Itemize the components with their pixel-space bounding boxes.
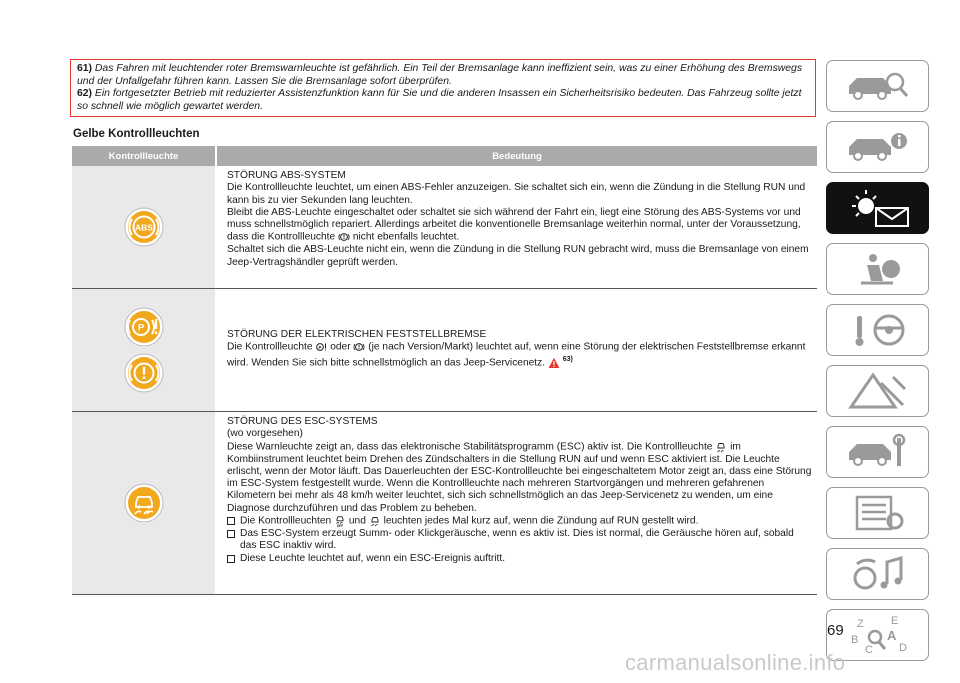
abs-p2: Bleibt die ABS-Leuchte eingeschaltet oder schaltet sie sich während der Fahrt ein, liegt eine Störung des ABS-Systems vor und muss schnellstmöglich repariert. Allerdings arbeitet die konventionelle Bremsanlage weiterhin normal, unter der Voraussetzung, dass die Kontrollleuchte nicht ebenfalls leuchtet. <box>227 206 801 244</box>
bullet-box-icon <box>227 530 235 538</box>
abs-title: STÖRUNG ABS-SYSTEM <box>227 170 346 181</box>
header-kontrollleuchte: Kontrollleuchte <box>108 150 179 162</box>
svg-text:A: A <box>886 628 896 643</box>
svg-text:C: C <box>864 644 873 656</box>
tab-technical-data[interactable] <box>826 487 929 539</box>
warning-61: 61) Das Fahren mit leuchtender roter Bremswarnleuchte ist gefährlich. Ein Teil der Bremsanlage kann ineffizient sein, was zu einer Erhöhung des Bremswegs und der Unfallgefahr führen kann. Lassen Sie die Bremsanlage sofort überprüfen. <box>77 63 803 87</box>
airbag-safety-icon <box>843 249 913 289</box>
tab-driving[interactable] <box>826 304 929 356</box>
brake-warning-icon <box>338 231 350 243</box>
abs-icon-label: ABS <box>134 222 153 233</box>
svg-text:Z: Z <box>856 618 864 630</box>
chapter-sidebar <box>826 60 929 670</box>
tab-emergency[interactable] <box>826 365 929 417</box>
steering-wheel-icon <box>843 310 913 350</box>
section-title: Gelbe Kontrollleuchten <box>73 128 200 140</box>
epb-p1: Die Kontrollleuchte P oder (je nach Version/Markt) leuchtet auf, wenn eine Störung der elektrischen Feststellbremse erkannt wird. Wenden Sie sich bitte schnellstmöglich an das Jeep-Servicenetz. $^{63)}$ <box>227 341 806 369</box>
car-search-icon <box>843 66 913 106</box>
header-bedeutung: Bedeutung <box>215 146 817 166</box>
alphabetical-index-icon <box>843 613 913 657</box>
esc-inline-icon <box>715 441 727 453</box>
warning-62: 62) Ein fortgesetzter Betrieb mit reduzierter Assistenzfunktion kann für Sie und die anderen Insassen ein Sicherheitsrisiko bedeuten. Das Fahrzeug sollte jetzt so schnell wie möglich gewartet werden. <box>77 88 802 112</box>
note-reference: 63) <box>562 355 573 363</box>
svg-text:P: P <box>318 344 322 350</box>
table-row-abs <box>72 166 817 289</box>
esc-bullet-3: Diese Leuchte leuchtet auf, wenn ein ESC-Ereignis auftritt. <box>227 553 813 565</box>
tab-car-info[interactable] <box>826 121 929 173</box>
tab-warning-lights[interactable] <box>826 182 929 234</box>
svg-text:B: B <box>850 634 858 646</box>
esc-bullet-2: Das ESC-System erzeugt Summ- oder Klickgeräusche, wenn es aktiv ist. Dies ist normal, die Geräusche hören auf, sobald das ESC inaktiv wird. <box>227 528 813 553</box>
abs-p3: Schaltet sich die ABS-Leuchte nicht ein, wenn die Zündung in die Stellung RUN gebracht wird, muss die Bremsanlage von einem Jeep-Vertragshändler geprüft werden. <box>227 244 809 268</box>
page-number: 69 <box>827 622 844 639</box>
bullet-box-icon <box>227 517 235 525</box>
warning-triangle-icon <box>843 371 913 411</box>
table-row-epb <box>72 289 817 412</box>
bullet-box-icon <box>227 555 235 563</box>
parking-brake-icon-label: P <box>137 322 144 334</box>
technical-data-icon <box>843 493 913 533</box>
tab-car-overview[interactable] <box>826 60 929 112</box>
watermark: carmanualsonline.info <box>625 650 846 675</box>
esc-warning-icon <box>124 483 164 523</box>
tab-safety[interactable] <box>826 243 929 295</box>
esc-p1: Diese Warnleuchte zeigt an, dass das elektronische Stabilitätsprogramm (ESC) aktiv ist. Die Kontrollleuchte im Kombiinstrument leuchtet beim Drehen des Zündschalters in die Stellung RUN auf und wenn ESC aktiviert ist. Die Leuchte erlischt, wenn der Motor läuft. Das Dauerleuchten der ESC-Kontrollleuchte bei eingeschaltetem Motor zeigt an, dass eine Störung im ESC-System festgestellt wurde. Wenn die Kontrollleuchte nach mehreren Startvorgängen und mehreren gefahrenen Kilometern bei mehr als 48 km/h weiter leuchtet, sich sich schnellstmöglich an das Jeep-Servicenetz zu wenden, um eine Diagnose durchzuführen und das Problem zu beheben. <box>227 441 812 514</box>
parking-brake-fault-icon <box>124 307 164 347</box>
esc-off-inline-icon <box>334 515 346 527</box>
svg-text:E: E <box>890 615 898 627</box>
brake-system-warning-icon <box>124 353 164 393</box>
esc-inline-icon-2 <box>369 515 381 527</box>
warning-box <box>70 59 816 117</box>
danger-triangle-icon <box>548 357 560 369</box>
tab-maintenance[interactable] <box>826 426 929 478</box>
parking-brake-inline-icon <box>315 341 327 353</box>
svg-text:OFF: OFF <box>336 523 344 528</box>
epb-title: STÖRUNG DER ELEKTRISCHEN FESTSTELLBREMSE <box>227 328 487 340</box>
abs-p1: Die Kontrollleuchte leuchtet, um einen ABS-Fehler anzuzeigen. Sie schaltet sich ein, wenn die Zündung in die Stellung RUN und kann bis zu vier Sekunden lang leuchten. <box>227 182 806 206</box>
car-info-icon <box>843 127 913 167</box>
esc-bullet-1: Die Kontrollleuchten OFF und leuchten jedes Mal kurz auf, wenn die Zündung auf RUN gestellt wird. <box>227 515 813 528</box>
table-row-esc <box>72 412 817 595</box>
warning-light-message-icon <box>838 186 918 230</box>
abs-warning-icon <box>124 207 164 247</box>
brake-warning-inline-icon <box>353 341 365 353</box>
esc-title: STÖRUNG DES ESC-SYSTEMS <box>227 416 378 427</box>
multimedia-icon <box>843 554 913 594</box>
tab-multimedia[interactable] <box>826 548 929 600</box>
esc-sub: (wo vorgesehen) <box>227 428 303 440</box>
table-header <box>72 146 817 166</box>
car-wrench-icon <box>843 432 913 472</box>
svg-text:D: D <box>898 642 907 654</box>
warning-lights-table <box>72 146 817 595</box>
